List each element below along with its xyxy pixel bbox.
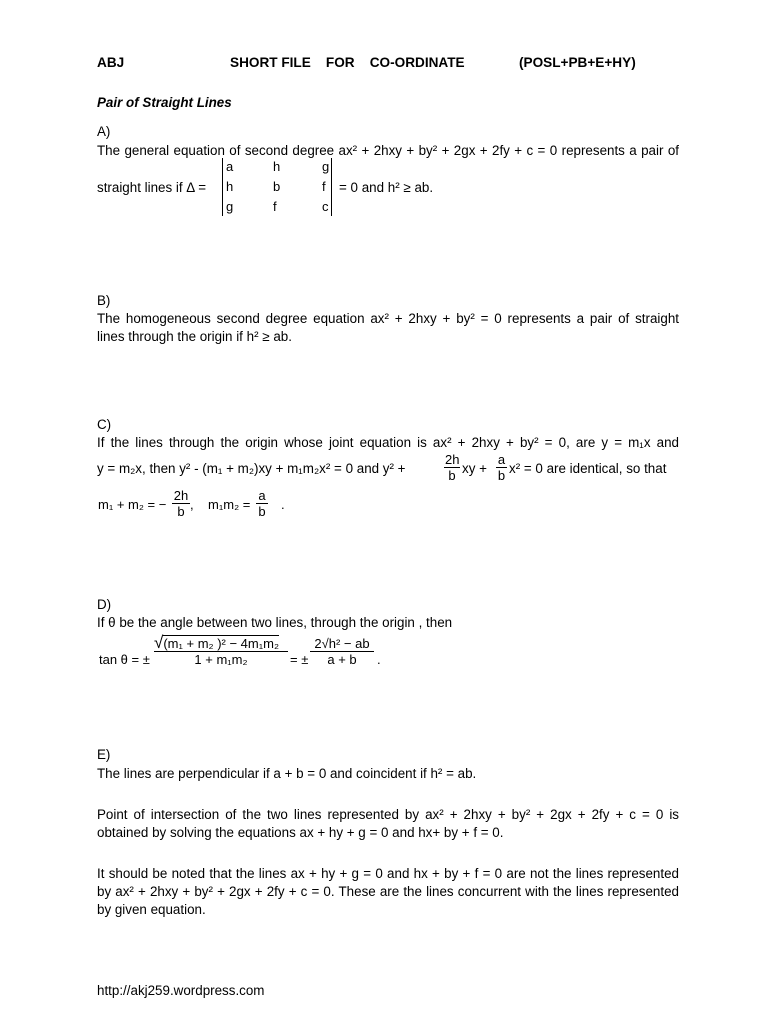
det-cell: f — [273, 199, 277, 214]
header-right: (POSL+PB+E+HY) — [519, 55, 636, 70]
note-line1: It should be noted that the lines ax + hy + g = 0 and hx + by + f = 0 are not the lines represented — [97, 866, 679, 881]
section-d-line1: If θ be the angle between two lines, through the origin , then — [97, 615, 453, 630]
section-c-end: . — [281, 497, 285, 512]
section-c-line2a: y = m₂x, then y² - (m₁ + m₂)xy + m₁m₂x² = 0 and y² + — [97, 461, 406, 476]
det-cell: a — [226, 159, 234, 174]
section-a-suffix: = 0 and h² ≥ ab. — [339, 180, 434, 195]
tan-fraction-1: $\frac{\text{√(m₁ + m₂ )² − 4m₁m₂}}{\text{1 + m₁m₂}}$ — [154, 636, 288, 667]
tan-eq: = ± — [290, 652, 309, 667]
page-title: Pair of Straight Lines — [97, 95, 232, 110]
note-line2: by ax² + 2hxy + by² + 2gx + 2fy + c = 0. These are the lines concurrent with the lines represented — [97, 884, 679, 899]
fraction-2h-b: $\frac{2h}{b}$ — [445, 452, 460, 483]
section-c-line1: If the lines through the origin whose joint equation is ax² + 2hxy + by² = 0, are y = m₁x and — [97, 435, 679, 450]
prod-lhs: , m₁m₂ = — [190, 497, 251, 512]
footer-url: http://akj259.wordpress.com — [97, 983, 265, 998]
section-c-line2b: x² = 0 are identical, so that — [509, 461, 667, 476]
det-cell: g — [226, 199, 234, 214]
prod-fraction: $\frac{a}{b}$ — [256, 488, 268, 519]
section-a-line1: The general equation of second degree ax² + 2hxy + by² + 2gx + 2fy + c = 0 represents a pair of — [97, 143, 679, 158]
det-cell: c — [322, 199, 329, 214]
section-c-label: C) — [97, 417, 112, 432]
det-cell: h — [273, 159, 281, 174]
header-left: ABJ — [97, 55, 125, 70]
tan-fraction-2: $\frac{\text{2√h² − ab}}{a + b}$ — [310, 636, 374, 667]
tan-lhs: tan θ = ± — [99, 652, 150, 667]
section-d-end: . — [377, 652, 381, 667]
section-e-line1: The lines are perpendicular if a + b = 0 and coincident if h² = ab. — [97, 766, 477, 781]
intersection-line2: obtained by solving the equations ax + hy + g = 0 and hx+ by + f = 0. — [97, 825, 504, 840]
determinant — [222, 158, 332, 216]
note-line3: by given equation. — [97, 902, 206, 917]
det-cell: b — [273, 179, 281, 194]
section-a-label: A) — [97, 124, 111, 139]
section-e-label: E) — [97, 747, 111, 762]
section-b-line1: The homogeneous second degree equation ax² + 2hxy + by² = 0 represents a pair of straight — [97, 311, 679, 326]
section-b-line2: lines through the origin if h² ≥ ab. — [97, 329, 292, 344]
det-cell: f — [322, 179, 326, 194]
sum-fraction: $\frac{2h}{b}$ — [173, 488, 189, 519]
section-d-label: D) — [97, 597, 112, 612]
det-cell: g — [322, 159, 330, 174]
section-c-mid: xy + — [462, 461, 487, 476]
header-center: SHORT FILE FOR CO-ORDINATE — [230, 55, 465, 70]
intersection-line1: Point of intersection of the two lines represented by ax² + 2hxy + by² + 2gx + 2fy + c = 0 is — [97, 807, 679, 822]
sum-lhs: m₁ + m₂ = − — [98, 497, 167, 512]
section-b-label: B) — [97, 293, 111, 308]
section-a-prefix: straight lines if Δ = — [97, 180, 207, 195]
det-cell: h — [226, 179, 234, 194]
fraction-a-b: $\frac{a}{b}$ — [497, 452, 506, 483]
